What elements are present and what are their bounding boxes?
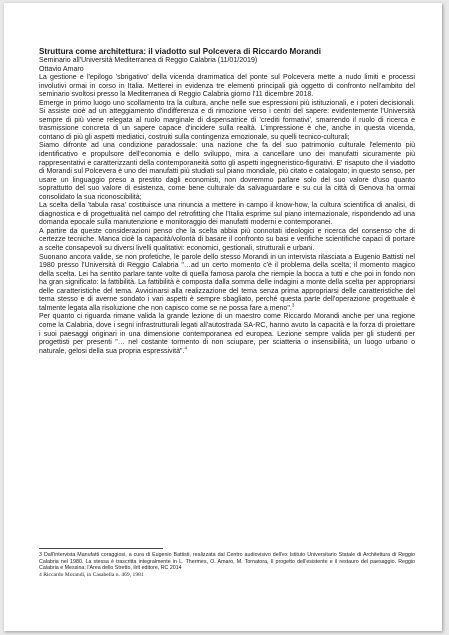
paragraph-text: Per quanto ci riguarda rimane valida la grande lezione di un maestro come Riccardo Morandi anche per una regione come la Calabria, dove i segni infrastrutturali legati all'autostrada SA-RC, hanno avuto la capacità e la forza di proiettare i suoi paesaggi originari in una dimensione contemporanea ed europea. Lezione sempre valida per gli studenti per progettisti per presenti "… nel costante tormento di non sciupare, per sciatteria o insensibilità, un luogo urbano o naturale, gelosi della sua propria espressività".	[39, 313, 415, 355]
paragraph-text: Suonano ancora valide, se non profetiche, le parole dello stesso Morandi in un intervista rilasciata a Eugenio Battisti nel 1980 presso l'Università di Reggio Calabria "…ad un certo momento c'è il problema della scelta; il momento magico della scelta. Lei ha sentito parlare tante volte di quella famosa parola che riempie la bocca a tutti e che poi in fondo non ha gran significato: la fattibilità. La fattibilità è composta dalla somma delle indagini a monte della scelta per appropriarsi delle caratteristiche del tema. Avvicinarsi alla realizzazione del tema senza prima appropriarsi delle caratteristiche del tema stesso e di averne sondato i vari aspetti è sempre sbagliato, perché questa parte dell'operazione progettuale è talmente legata alla risoluzione che non capisco come se ne possa fare a meno".	[39, 253, 415, 312]
footnote-text: Riccardo Morandi, in Casabella n. 469, 1981	[43, 571, 144, 578]
footnote-number: 3	[39, 552, 42, 558]
footnote-ref: 3	[291, 302, 295, 308]
paragraph: La scelta della 'tabula rasa' costituisce una rinuncia a mettere in campo il know-how, la cultura scientifica di analisi, di diagnostica e di progettualità nel campo del retrofitting che l'Italia esprime sul piano internazionale, rispondendo ad una domanda epocale sulla manutenzione e monitoraggio dei manufatti moderni e contemporanei.	[39, 202, 415, 227]
footnote-text: Dall'intervista Manufatti coraggiosi, a cura di Eugenio Battisti, realizzata dal Centro audiovisivo dell'ex Istituto Universitario Statale di Architettura di Reggio Calabria nel 1980. La stessa è trascritta integralmente in L. Thermes, O. Amaro, M. Tornatora, Il progetto dell'esistente e il restauro del paesaggio. Reggio Calabria e Messina: l'Area dello Stretto, ilrit editore, RC 2014	[39, 552, 415, 572]
paragraph: Emerge in primo luogo uno scollamento tra la cultura, anche nelle sue espressioni più istituzionali, e i poteri decisionali. Si assiste cioè ad un atteggiamento d'indifferenza e di rimozione verso i centri del sapere: evidentemente l'Università sempre di più viene relegata al ruolo marginale di dispensatrice di 'crediti formativi', smarrendo il ruolo di ricerca e trasmissione concreta di un sapere capace d'incidere sulla realtà. L'impressione è che, anche in questa vicenda, contano di più gli aspetti mediatici, costruiti sulla contingenza emozionale, su quelli tecnico-culturali;	[39, 99, 415, 141]
footnote-number: 4	[39, 571, 42, 578]
paragraph: Siamo difronte ad una condizione paradossale: una nazione che fa del suo patrimonio culturale l'elemento più identificativo e propulsore dell'economia e dello sviluppo, mira a cancellare uno dei manufatti sicuramente più rappresentativi e caratterizzanti della contemporaneità sotto gli aspetti ingegneristico-figurativi. E' risaputo che il viadotto di Morandi sul Polcevera è uno dei manufatti più studiati sul piano mondiale, più citato e catalogato; in questo senso, per usare un linguaggio preso a prestito dagli economisti, non dovremmo parlare solo del suo valore d'uso quanto soprattutto del suo valore di esistenza, come bene culturale da salvaguardare e su cui la città di Genova ha ormai consolidato la sua riconoscibilità;	[39, 142, 415, 201]
footnotes	[39, 552, 415, 578]
paragraph-with-footnote	[39, 254, 415, 314]
footnote	[39, 552, 415, 572]
paragraph: A partire da queste considerazioni penso che la scelta abbia più connotati ideologici e ricerca del consenso che di certezze tecniche. Manca cioè la capacità/volontà di basare il confronto su basi e verifiche scientifiche capaci di portare a scelte consapevoli su diversi livelli qualitativi: economici, gestionali, strutturali e urbani.	[39, 227, 415, 253]
document-page	[4, 3, 442, 631]
footnote-separator	[39, 548, 163, 549]
document-body	[39, 47, 415, 356]
document-author: Ottavio Amaro	[39, 65, 84, 73]
document-subtitle: Seminario all'Università Mediterranea di Reggio Calabria (11/01/2019)	[39, 57, 258, 64]
footnote	[39, 572, 415, 579]
paragraph: La gestione e l'epilogo 'sbrigativo' della vicenda drammatica del ponte sul Polcevera mette a nudo limiti e processi involutivi ormai in corso in Italia. Metterei in evidenza tre elementi principali già oggetto di confronto nell'ambito del seminario svoltosi presso la Mediterranea di Reggio Calabria giorno l'11 dicembre 2018.	[39, 74, 415, 99]
paragraph-with-footnote	[39, 313, 415, 356]
document-title: Struttura come architettura: il viadotto sul Polcevera di Riccardo Morandi	[39, 47, 321, 56]
footnote-ref: 4	[184, 345, 188, 351]
